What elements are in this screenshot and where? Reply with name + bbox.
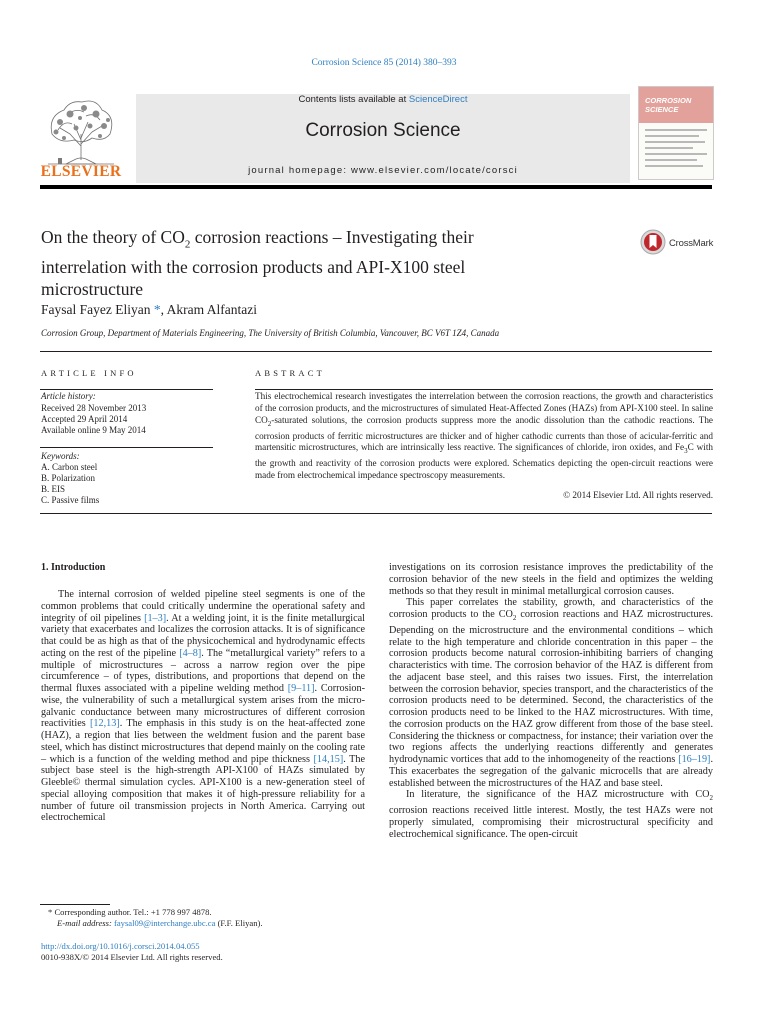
journal-cover-thumbnail xyxy=(638,86,714,180)
journal-title: Corrosion Science xyxy=(305,120,461,141)
author-alfantazi[interactable]: , Akram Alfantazi xyxy=(160,302,257,317)
header-rule xyxy=(40,185,712,189)
journal-citation[interactable]: Corrosion Science 85 (2014) 380–393 xyxy=(311,58,457,68)
article-info-heading: ARTICLE INFO xyxy=(41,368,137,378)
right-paragraph-1: investigations on its corrosion resistance improves the predictability of the corrosion behavior of the new steels in the field and optimizes the welding methods so that they result in minimal metallurgical corrosion causes. xyxy=(389,562,713,597)
elsevier-wordmark: ELSEVIER xyxy=(40,163,122,180)
reference-link[interactable]: [12,13] xyxy=(89,718,120,730)
author-list xyxy=(41,302,257,318)
keyword-item: B. EIS xyxy=(41,484,66,494)
issn-line: 0010-938X/© 2014 Elsevier Ltd. All rights reserved. xyxy=(41,952,223,962)
body-left-column xyxy=(41,589,365,824)
sciencedirect-link[interactable]: ScienceDirect xyxy=(408,94,468,105)
footnote-rule xyxy=(40,904,110,905)
journal-homepage[interactable]: journal homepage: www.elsevier.com/locate/corsci xyxy=(248,165,518,176)
body-right-column xyxy=(389,562,713,840)
email-link[interactable]: faysal09@interchange.ubc.ca xyxy=(113,918,216,928)
reference-link[interactable]: [9–11] xyxy=(287,683,315,694)
keyword-item: C. Passive films xyxy=(41,495,100,505)
abstract-heading: ABSTRACT xyxy=(255,368,325,378)
reference-link[interactable]: [1–3] xyxy=(144,612,167,624)
abstract-copyright: © 2014 Elsevier Ltd. All rights reserved. xyxy=(563,490,713,500)
history-accepted: Accepted 29 April 2014 xyxy=(41,414,128,424)
email-note: E-mail address: faysal09@interchange.ubc.ca (F.F. Eliyan). xyxy=(57,918,263,928)
doi-link[interactable]: http://dx.doi.org/10.1016/j.corsci.2014.04.055 xyxy=(41,941,200,951)
article-title: On the theory of $CO_2$ corrosion reactions – Investigating their interrelation with the corrosion products and API-X100 steel microstructure xyxy=(41,227,474,299)
crossmark-label[interactable]: CrossMark xyxy=(669,238,714,249)
corresponding-author-mark[interactable]: * xyxy=(150,302,161,317)
intro-paragraph-1: The internal corrosion of welded pipeline steel segments is one of the common problems that could critically undermine the operational safety and integrity of oil pipelines [1–3]. At a welding joint, it is the finite metallurgical variety that exacerbates and localizes the corrosion attacks. It is of significance that could be as high as that of the physicochemical and hydrodynamic effects acting on the rest of the pipeline [4–8]. The “metallurgical variety” refers to a multiple of microstructures – across a narrow region over the pipe circumference – of types, distributions, and proportions that depend on the thermal fluxes associated with a pipeline welding method [9–11]. Corrosion-wise, the vulnerability of such a metallurgical system arises from the micro-galvanic conductance between many microstructures of different corrosion reactivities [12,13]. The emphasis in this study is on the heat-affected zone (HAZ), a region that lies between the weldment fusion and the parent base steel, which has distinct microstructures that depend mainly on the cooling rate – which is a function of the welding method and pipe thickness [14,15]. The subject base steel is the high-strength API-X100 of HAZs simulated by Gleeble© thermal simulation cycles. API-X100 is a new-generation steel of special alloying composition that makes it of high-pressure reliability for a number of future oil transmission projects in North America. Carrying out electrochemical xyxy=(41,589,366,824)
keyword-item: A. Carbon steel xyxy=(41,462,98,472)
reference-link[interactable]: [14,15] xyxy=(313,753,344,765)
affiliation-rule xyxy=(40,351,712,352)
history-label: Article history: xyxy=(41,391,96,401)
abstract-bottom-rule xyxy=(40,513,712,514)
contents-line: Contents lists available at ScienceDirect xyxy=(298,94,468,105)
right-paragraph-3: In literature, the significance of the HAZ microstructure with $CO_2$ corrosion reactions received little interest. Mostly, the test HAZs were not properly simulated, compromising their microstructural specificity and electrochemical significance. The open-circuit xyxy=(389,789,713,840)
author-eliyan[interactable]: Faysal Fayez Eliyan xyxy=(41,302,151,317)
abstract-rule xyxy=(255,389,713,390)
history-online: Available online 9 May 2014 xyxy=(41,425,146,435)
cover-title: CORROSION SCIENCE xyxy=(645,96,692,114)
author-affiliation: Corrosion Group, Department of Materials Engineering, The University of British Columbia, Vancouver, BC V6T 1Z4, Canada xyxy=(41,328,500,338)
abstract-text: This electrochemical research investigates the interrelation between the corrosion reactions, the growth and characteristics of the corrosion products, and the microstructures of simulated Heat-Affected Zones (HAZs) from API-X100 steel. In saline $CO_2$-saturated solutions, the corrosion products suppress more the anodic dissolution than the cathodic reactions. The corrosion products of ferritic microstructures are thicker and of higher cathodic currents than those of acicular-ferritic and martensitic microstructures, which are intrinsically less reactive. The significances of chloride, iron oxides, and $Fe_3C$ with the growth and reactivity of the corrosion products were explored. Schematics depicting the open-circuit reactions were made from electrochemical impedance spectroscopy measurements. xyxy=(255,391,713,481)
keyword-item: B. Polarization xyxy=(41,473,95,483)
crossmark-icon[interactable] xyxy=(640,229,666,255)
keywords-label: Keywords: xyxy=(41,451,80,461)
history-received: Received 28 November 2013 xyxy=(41,403,147,413)
corresponding-author-note: * Corresponding author. Tel.: +1 778 997 4878. xyxy=(48,907,212,917)
right-paragraph-2: This paper correlates the stability, growth, and characteristics of the corrosion products to the $CO_2$ corrosion reactions and HAZ microstructures. Depending on the microstructure and the environmental conditions – which relate to the high temperature and chloride concentration in this paper – the corrosion products become natural corrosion-inhibiting barriers of changing characteristics with time. The corrosion behavior of the HAZ is different from the adjacent base steel, and this raises two issues. First, the interrelation between the corrosion behavior, species transport, and the characteristics of the corrosion products need to be determined. Second, the characteristics of the corrosion products need to be linked to the HAZ microstructures. With time, the corrosion products on the HAZ grow different from those of the base steel. Considering the thickness or compactness, for instance; their variation over the two regions affects the underlying reactions differently and generates hydrodynamic vortices that add to the inhomogeneity of the reactions [16–19]. This exacerbates the segregation of the galvanic microcells that are already established between the microstructures of the HAZ and base steel. xyxy=(389,597,713,789)
section-heading-introduction: 1. Introduction xyxy=(41,562,106,573)
keywords-rule xyxy=(40,447,213,448)
reference-link[interactable]: [16–19] xyxy=(678,754,711,766)
article-info-rule xyxy=(40,389,213,390)
reference-link[interactable]: [4–8] xyxy=(179,647,202,659)
